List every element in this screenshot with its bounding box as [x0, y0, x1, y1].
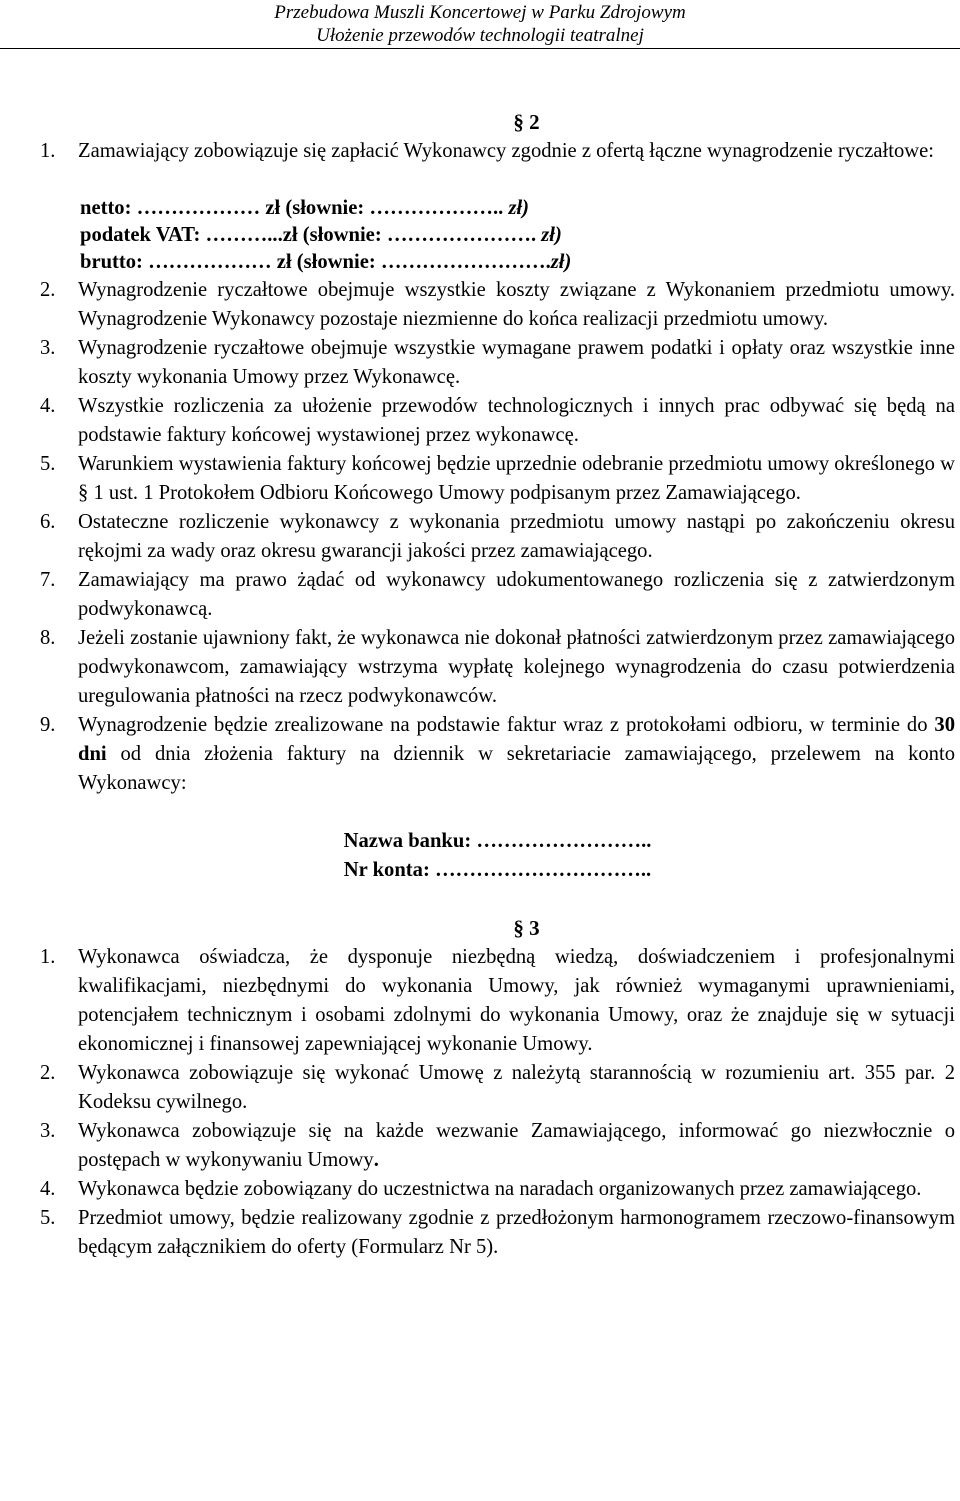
list-item [40, 392, 955, 450]
list-item [40, 137, 955, 166]
list-item [40, 1059, 955, 1117]
account-number-field: Nr konta: ………………………….. [343, 859, 652, 881]
amount-vat-unit: zł) [541, 224, 562, 246]
header-divider [0, 48, 960, 49]
list-item [40, 943, 955, 1059]
list-item [40, 624, 955, 711]
bank-details [40, 827, 955, 885]
list-item [40, 1175, 955, 1204]
item-number: 1. [40, 946, 56, 968]
item-number: 4. [40, 1178, 56, 1200]
item-text: Przedmiot umowy, będzie realizowany zgodnie z przedłożonym harmonogramem rzeczowo-finansowym będącym załącznikiem do oferty (Formularz Nr 5). [78, 1207, 955, 1258]
item-text: Wykonawca zobowiązuje się wykonać Umowę z należytą starannością w rozumieniu art. 355 par. 2 Kodeksu cywilnego. [78, 1062, 955, 1113]
amount-brutto-unit: zł) [550, 251, 572, 273]
item-text-part: Wynagrodzenie będzie zrealizowane na podstawie faktur wraz z protokołami odbioru, w terminie do [78, 714, 935, 736]
item-text: Warunkiem wystawienia faktury końcowej będzie uprzednie odebranie przedmiotu umowy określonego w § 1 ust. 1 Protokołem Odbioru Końcowego Umowy podpisanym przez Zamawiającego. [78, 453, 955, 504]
amount-brutto-text: brutto: ……………… zł (słownie: ……………………. [80, 251, 551, 273]
section-3-heading: § 3 [513, 916, 540, 940]
list-item [40, 276, 955, 334]
section-2-heading: § 2 [513, 110, 540, 134]
page-header [0, 0, 960, 47]
item-text-part: Wykonawca zobowiązuje się na każde wezwanie Zamawiającego, informować go niezwłocznie o postępach w wykonywaniu Umowy [78, 1120, 955, 1171]
item-number: 4. [40, 395, 56, 417]
item-text [78, 1117, 955, 1175]
item-text: Zamawiający ma prawo żądać od wykonawcy udokumentowanego rozliczenia się z zatwierdzonym podwykonawcą. [78, 569, 955, 620]
amount-vat [80, 222, 955, 249]
header-subtitle: Ułożenie przewodów technologii teatralnej [316, 25, 644, 46]
item-text: Wszystkie rozliczenia za ułożenie przewodów technologicznych i innych prac odbywać się będą na podstawie faktury końcowej wystawionej przez wykonawcę. [78, 395, 955, 446]
payment-term-days: 30 dni [78, 714, 955, 765]
item-number: 9. [40, 714, 56, 736]
header-title: Przebudowa Muszli Koncertowej w Parku Zdrojowym [274, 2, 686, 23]
list-item [40, 1117, 955, 1175]
item-text: Wykonawca oświadcza, że dysponuje niezbędną wiedzą, doświadczeniem i profesjonalnymi kwalifikacjami, niezbędnymi do wykonania Umowy, jak również wymaganymi uprawnieniami, potencjałem technicznym i osobami zdolnymi do wykonania Umowy, oraz że znajduje się w sytuacji ekonomicznej i finansowej zapewniającej wykonanie Umowy. [78, 946, 955, 1055]
item-number: 2. [40, 279, 56, 301]
list-item [40, 1204, 955, 1262]
item-number: 7. [40, 569, 56, 591]
list-item [40, 566, 955, 624]
amount-vat-text: podatek VAT: ………...zł (słownie: …………………. [80, 224, 542, 246]
item-text: Wynagrodzenie ryczałtowe obejmuje wszystkie koszty związane z Wykonaniem przedmiotu umowy. Wynagrodzenie Wykonawcy pozostaje niezmienne do końca realizacji przedmiotu umowy. [78, 279, 955, 330]
item-number: 8. [40, 627, 56, 649]
list-item [40, 450, 955, 508]
item-number: 3. [40, 337, 56, 359]
amount-brutto [80, 249, 955, 276]
item-text: Ostateczne rozliczenie wykonawcy z wykonania przedmiotu umowy nastąpi po zakończeniu okresu rękojmi za wady oraz okresu gwarancji jakości przez zamawiającego. [78, 511, 955, 562]
amount-netto-unit: zł) [508, 197, 530, 219]
item-text-part: od dnia złożenia faktury na dziennik w sekretariacie zamawiającego, przelewem na konto Wykonawcy: [78, 743, 955, 794]
bank-name-field: Nazwa banku: …………………….. [343, 830, 652, 852]
item-text: Wykonawca będzie zobowiązany do uczestnictwa na naradach organizowanych przez zamawiającego. [78, 1178, 922, 1200]
item-number: 5. [40, 1207, 56, 1229]
item-number: 1. [40, 140, 56, 162]
item-text [78, 711, 955, 798]
item-text-part: . [373, 1149, 379, 1171]
item-text: Wynagrodzenie ryczałtowe obejmuje wszystkie wymagane prawem podatki i opłaty oraz wszystkie inne koszty wykonania Umowy przez Wykonawcę. [78, 337, 955, 388]
list-item [40, 711, 955, 798]
item-number: 6. [40, 511, 56, 533]
item-text: Jeżeli zostanie ujawniony fakt, że wykonawca nie dokonał płatności zatwierdzonym przez zamawiającego podwykonawcom, zamawiający wstrzyma wypłatę kolejnego wynagrodzenia do czasu potwierdzenia uregulowania płatności na rzecz podwykonawców. [78, 627, 955, 707]
item-text: Zamawiający zobowiązuje się zapłacić Wykonawcy zgodnie z ofertą łączne wynagrodzenie ryczałtowe: [78, 140, 935, 162]
item-number: 2. [40, 1062, 56, 1084]
item-number: 5. [40, 453, 56, 475]
document-body [40, 108, 955, 1262]
amount-netto-text: netto: ……………… zł (słownie: ……………….. [80, 197, 509, 219]
amount-netto [80, 195, 955, 222]
amounts-block [40, 195, 955, 276]
list-item [40, 334, 955, 392]
item-number: 3. [40, 1120, 56, 1142]
list-item [40, 508, 955, 566]
spacer [40, 885, 955, 914]
